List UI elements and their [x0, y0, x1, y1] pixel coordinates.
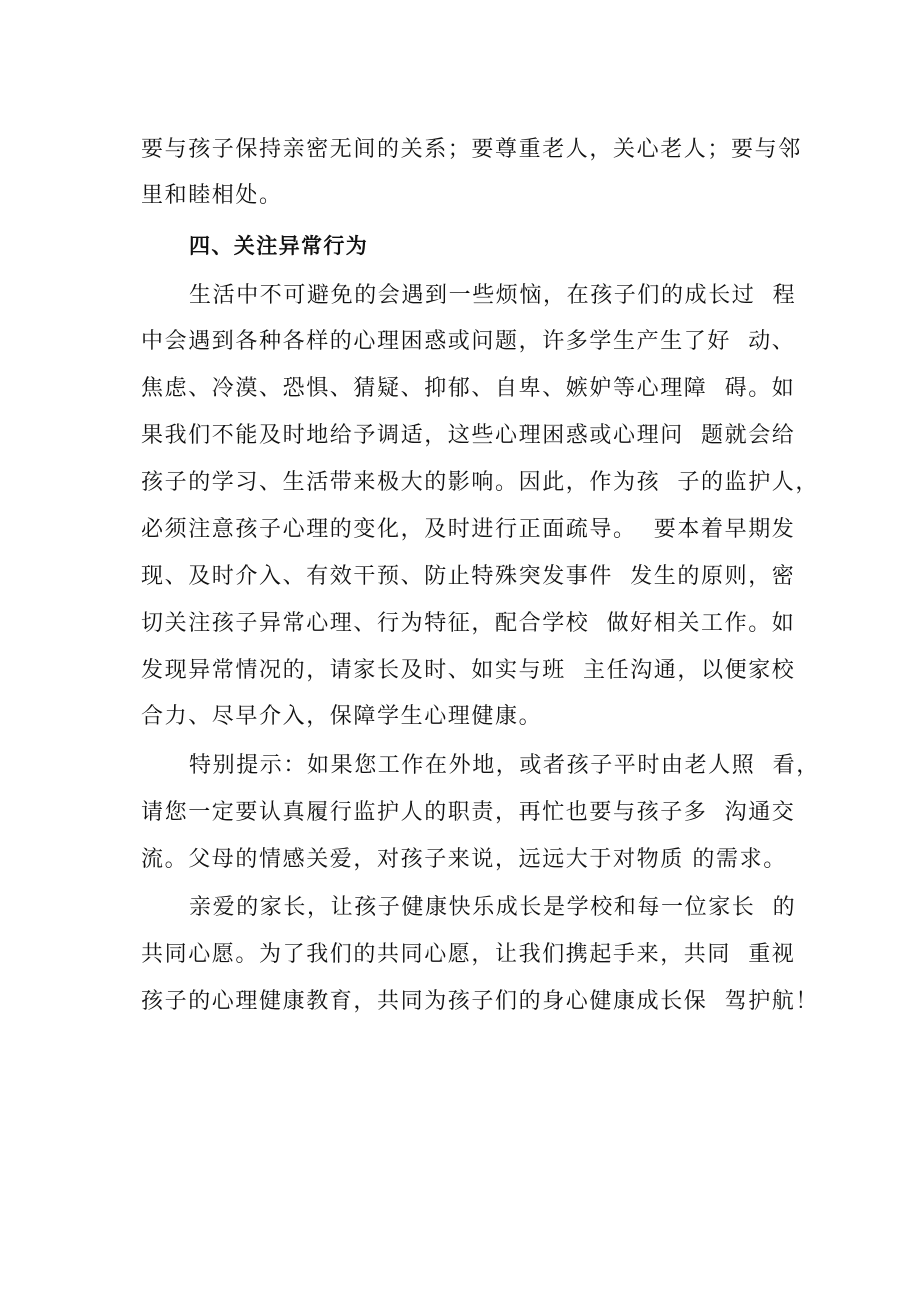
paragraph-line: 请您一定要认真履行监护人的职责，再忙也要与孩子多 沟通交: [141, 800, 796, 825]
paragraph-line: 要与孩子保持亲密无间的关系；要尊重老人，关心老人；要与邻: [141, 137, 802, 162]
paragraph-line: 焦虑、冷漠、恐惧、猜疑、抑郁、自卑、嫉妒等心理障 碍。如: [141, 376, 796, 401]
paragraph-line: 特别提示：如果您工作在外地，或者孩子平时由老人照 看，: [189, 753, 820, 778]
paragraph-line: 孩子的心理健康教育，共同为孩子们的身心健康成长保 驾护航！: [141, 989, 819, 1014]
paragraph-line: 中会遇到各种各样的心理困惑或问题，许多学生产生了好 动、: [141, 329, 796, 354]
paragraph-line: 流。父母的情感关爱，对孩子来说，远远大于对物质 的需求。: [141, 847, 787, 872]
paragraph-line: 现、及时介入、有效干预、防止特殊突发事件 发生的原则，密: [141, 564, 796, 589]
paragraph-line: 生活中不可避免的会遇到一些烦恼，在孩子们的成长过 程: [189, 283, 797, 308]
paragraph-line: 孩子的学习、生活带来极大的影响。因此，作为孩 子的监护人，: [141, 470, 819, 495]
paragraph-line: 合力、尽早介入，保障学生心理健康。: [141, 704, 543, 729]
paragraph-line: 果我们不能及时地给予调适，这些心理困惑或心理问 题就会给: [141, 423, 796, 448]
paragraph-line: 亲爱的家长，让孩子健康快乐成长是学校和每一位家长 的: [189, 895, 797, 920]
paragraph-line: 共同心愿。为了我们的共同心愿，让我们携起手来，共同 重视: [141, 942, 796, 967]
paragraph-line: 切关注孩子异常心理、行为特征，配合学校 做好相关工作。如: [141, 611, 796, 636]
section-heading: 四、关注异常行为: [189, 234, 369, 258]
paragraph-line: 里和睦相处。: [141, 183, 283, 208]
paragraph-line: 必须注意孩子心理的变化，及时进行正面疏导。 要本着早期发: [141, 517, 796, 542]
paragraph-line: 发现异常情况的，请家长及时、如实与班 主任沟通，以便家校: [141, 658, 796, 683]
